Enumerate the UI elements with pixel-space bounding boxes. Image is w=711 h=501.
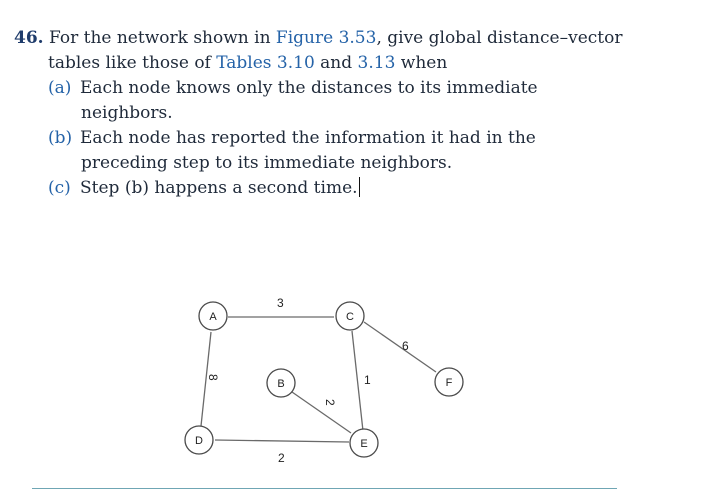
problem-text: when	[395, 53, 448, 73]
part-a-label: (a)	[48, 78, 72, 98]
node-b-label: B	[277, 378, 285, 390]
node-c	[336, 302, 364, 330]
node-c-label: C	[346, 311, 354, 323]
node-b	[267, 369, 295, 397]
edge-c-f	[364, 322, 436, 372]
node-f	[435, 368, 463, 396]
edge-b-e	[292, 392, 351, 433]
table-reference-link-2[interactable]: 3.13	[357, 53, 396, 73]
problem-text: , give global distance–vector	[376, 28, 623, 48]
node-a-label: A	[209, 311, 217, 323]
problem-text: tables like those of	[48, 53, 217, 73]
weight-d-e: 2	[278, 451, 285, 465]
edge-d-e	[215, 440, 349, 442]
problem-number: 46.	[14, 28, 44, 48]
weight-c-e: 1	[364, 373, 371, 387]
weight-c-f: 6	[402, 339, 409, 353]
part-c-label: (c)	[48, 178, 71, 198]
node-d-label: D	[195, 435, 203, 447]
weight-a-c: 3	[277, 296, 284, 310]
part-a-text: Each node knows only the distances to its immediate	[80, 78, 538, 98]
part-b-text-2: preceding step to its immediate neighbors.	[81, 153, 453, 173]
table-reference-link-1[interactable]: Tables 3.10	[216, 53, 315, 73]
weight-b-e: 2	[323, 399, 337, 406]
problem-text: For the network shown in	[48, 28, 276, 48]
weight-a-d: 8	[206, 374, 220, 381]
node-f-label: F	[445, 377, 453, 389]
node-e-label: E	[360, 438, 368, 450]
part-c-text: Step (b) happens a second time.	[80, 178, 358, 198]
node-e	[350, 429, 378, 457]
node-d	[185, 426, 213, 454]
problem-text: and	[314, 53, 358, 73]
node-a	[199, 302, 227, 330]
part-b-label: (b)	[48, 128, 73, 148]
figure-reference-link[interactable]: Figure 3.53	[275, 28, 377, 48]
edge-c-e	[352, 331, 363, 431]
part-a-text-2: neighbors.	[81, 103, 173, 123]
section-divider	[32, 488, 617, 489]
part-b-text: Each node has reported the information it had in the	[80, 128, 536, 148]
